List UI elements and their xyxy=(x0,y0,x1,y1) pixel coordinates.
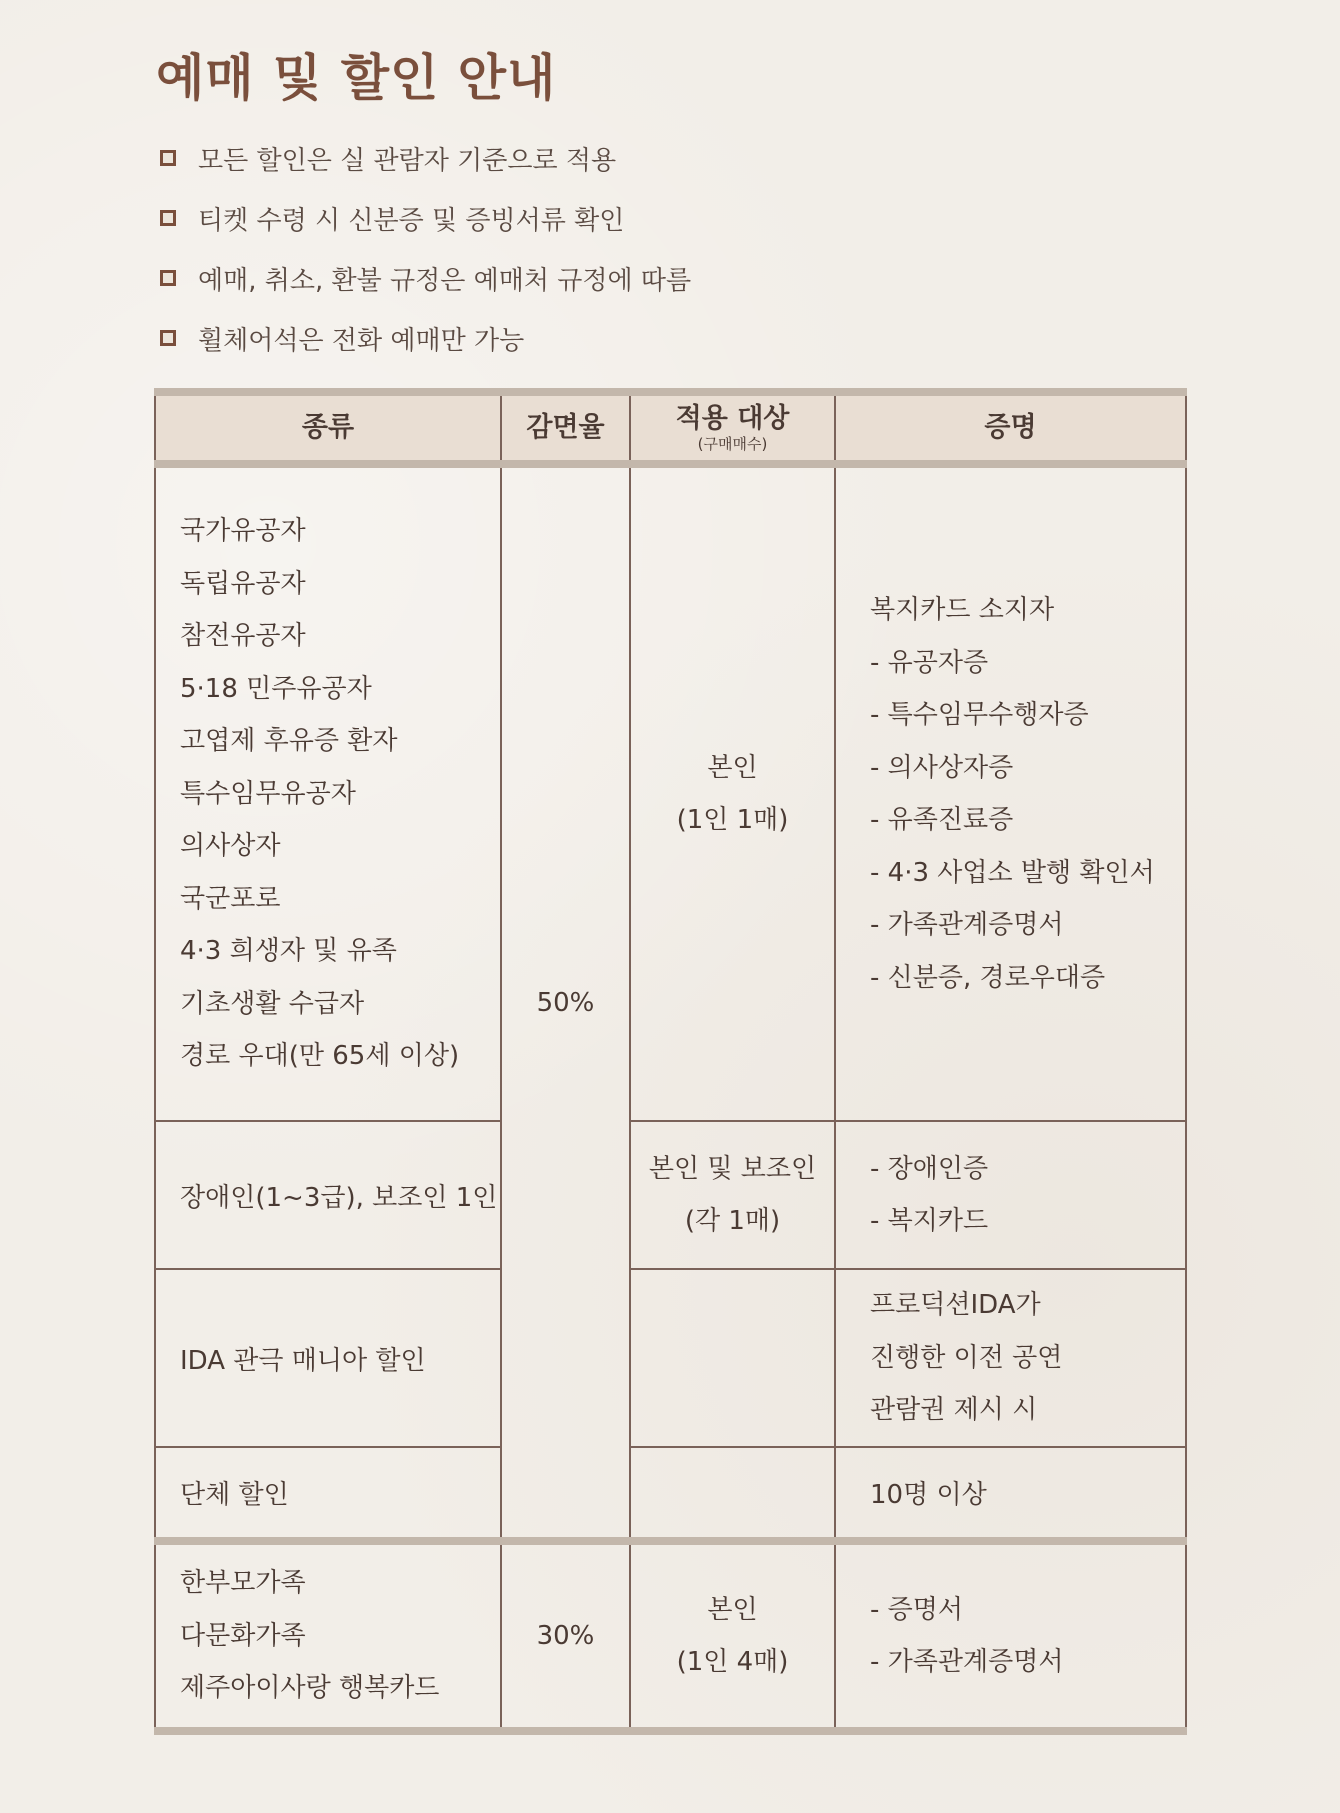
target-line: 본인 및 보조인 xyxy=(648,1153,817,1184)
square-bullet-icon xyxy=(160,150,176,166)
type-cell xyxy=(155,464,501,1121)
proof-line: - 의사상자증 xyxy=(870,752,1014,783)
notice-text: 모든 할인은 실 관람자 기준으로 적용 xyxy=(198,145,617,176)
table-row xyxy=(155,1541,1186,1731)
header-rate: 감면율 xyxy=(501,392,630,464)
table-row xyxy=(155,464,1186,1121)
square-bullet-icon xyxy=(160,330,176,346)
type-line: 제주아이사랑 행복카드 xyxy=(180,1673,440,1704)
proof-cell xyxy=(835,1121,1186,1269)
target-line: (1인 1매) xyxy=(676,805,789,835)
header-proof: 증명 xyxy=(835,392,1186,464)
type-line: 한부모가족 xyxy=(180,1568,306,1599)
type-line: 장애인(1~3급), 보조인 1인 xyxy=(180,1182,498,1213)
type-cell xyxy=(155,1541,501,1731)
type-line: 경로 우대(만 65세 이상) xyxy=(180,1041,460,1072)
proof-line: - 특수임무수행자증 xyxy=(870,700,1089,730)
proof-cell xyxy=(835,1541,1186,1731)
target-cell xyxy=(630,1447,835,1541)
proof-line: - 장애인증 xyxy=(870,1153,989,1184)
page-title: 예매 및 할인 안내 xyxy=(156,49,557,107)
proof-cell xyxy=(835,1447,1186,1541)
notice-item xyxy=(160,128,691,188)
target-line: (1인 4매) xyxy=(676,1647,789,1677)
rate-cell: 50% xyxy=(501,464,630,1541)
notice-list xyxy=(160,128,691,368)
notice-text: 티켓 수령 시 신분증 및 증빙서류 확인 xyxy=(198,205,625,236)
target-cell xyxy=(630,464,835,1121)
proof-line: - 신분증, 경로우대증 xyxy=(870,962,1106,993)
type-cell xyxy=(155,1269,501,1447)
target-cell xyxy=(630,1121,835,1269)
proof-line: 관람권 제시 시 xyxy=(870,1395,1038,1426)
proof-cell xyxy=(835,1269,1186,1447)
type-line: 단체 할인 xyxy=(180,1480,289,1510)
rate-cell: 30% xyxy=(501,1541,630,1731)
proof-line: 10명 이상 xyxy=(870,1480,987,1510)
proof-line: - 가족관계증명서 xyxy=(870,1647,1064,1677)
header-target-label: 적용 대상 xyxy=(675,402,790,434)
target-cell xyxy=(630,1269,835,1447)
type-line: 기초생활 수급자 xyxy=(180,988,365,1019)
header-target xyxy=(630,392,835,464)
type-cell xyxy=(155,1121,501,1269)
proof-line: - 유공자증 xyxy=(870,647,989,678)
proof-line: - 유족진료증 xyxy=(870,805,1014,835)
square-bullet-icon xyxy=(160,270,176,286)
header-target-sub: (구매매수) xyxy=(697,434,768,453)
proof-line: 복지카드 소지자 xyxy=(870,595,1055,625)
discount-table xyxy=(154,388,1187,1735)
type-line: 의사상자 xyxy=(180,831,281,862)
notice-item xyxy=(160,188,691,248)
proof-line: 프로덕션IDA가 xyxy=(870,1290,1041,1321)
type-line: 참전유공자 xyxy=(180,621,306,652)
target-cell xyxy=(630,1541,835,1731)
proof-line: - 증명서 xyxy=(870,1594,963,1625)
table-row xyxy=(155,1269,1186,1447)
notice-item xyxy=(160,248,691,308)
proof-line: 진행한 이전 공연 xyxy=(870,1342,1063,1373)
table-header-row xyxy=(155,392,1186,464)
target-line: 본인 xyxy=(707,1594,758,1625)
square-bullet-icon xyxy=(160,210,176,226)
type-line: 다문화가족 xyxy=(180,1620,306,1651)
type-line: 4·3 희생자 및 유족 xyxy=(180,936,397,967)
type-line: IDA 관극 매니아 할인 xyxy=(180,1345,426,1376)
target-line: (각 1매) xyxy=(684,1206,781,1236)
notice-text: 휠체어석은 전화 예매만 가능 xyxy=(198,325,525,356)
type-line: 5·18 민주유공자 xyxy=(180,673,372,704)
type-line: 특수임무유공자 xyxy=(180,778,356,809)
type-line: 국군포로 xyxy=(180,883,281,914)
table-row xyxy=(155,1121,1186,1269)
target-line: 본인 xyxy=(707,752,758,783)
notice-item xyxy=(160,308,691,368)
proof-line: - 4·3 사업소 발행 확인서 xyxy=(870,857,1155,888)
notice-text: 예매, 취소, 환불 규정은 예매처 규정에 따름 xyxy=(198,265,692,296)
proof-line: - 복지카드 xyxy=(870,1206,989,1236)
proof-line: - 가족관계증명서 xyxy=(870,910,1064,940)
type-line: 국가유공자 xyxy=(180,516,306,547)
type-line: 고엽제 후유증 환자 xyxy=(180,726,398,757)
type-cell xyxy=(155,1447,501,1541)
proof-cell xyxy=(835,464,1186,1121)
type-line: 독립유공자 xyxy=(180,568,306,599)
table-row xyxy=(155,1447,1186,1541)
header-type: 종류 xyxy=(155,392,501,464)
